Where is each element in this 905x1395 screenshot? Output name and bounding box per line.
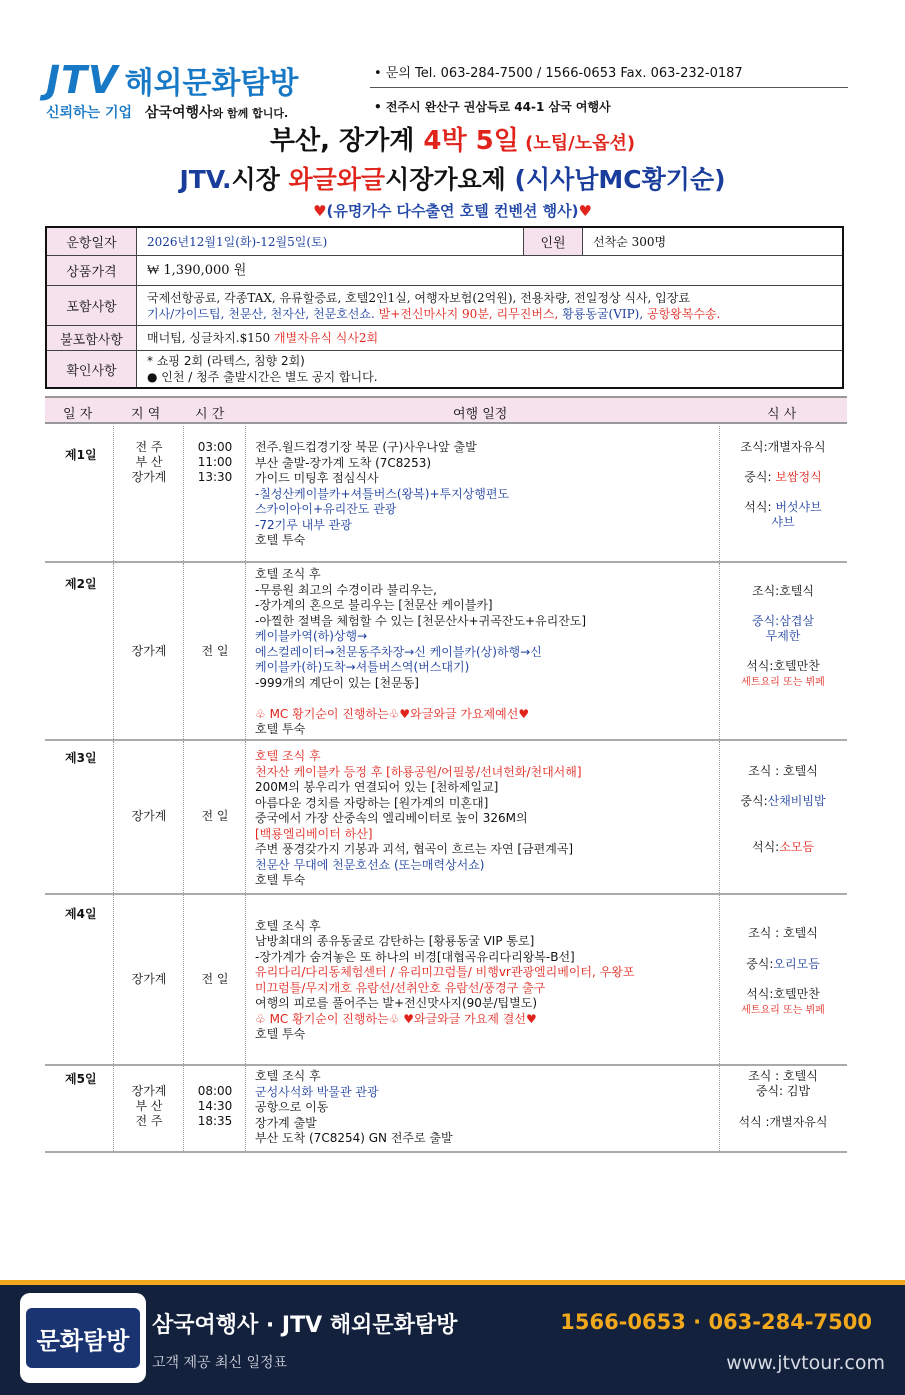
itinerary-line: -아찔한 절벽을 체험할 수 있는 [천문산사+귀곡잔도+유리잔도] — [255, 613, 587, 628]
itinerary-line: 호텔 조식 후 — [255, 749, 321, 763]
header-plan: 여행 일정 — [453, 407, 508, 422]
time-value: 18:35 — [197, 1114, 233, 1128]
day-row-5 — [45, 1066, 847, 1153]
meal-dinner-note: 세트요리 또는 뷔페 — [741, 1005, 825, 1016]
address: • 전주시 완산구 권삼득로 44-1 삼국 여행사 — [374, 100, 611, 114]
period-label: 운항일자 — [47, 228, 137, 255]
day-details — [255, 749, 582, 889]
meal-breakfast: 조식:호텔식 — [751, 584, 814, 598]
day-label: 제2일 — [65, 577, 97, 591]
footer-badge — [20, 1293, 146, 1383]
day-label: 제4일 — [65, 907, 97, 921]
itinerary-line: 전주.월드컵경기장 북문 (구)사우나앞 출발 — [255, 440, 477, 454]
itinerary-line: 호텔 투숙 — [255, 1027, 306, 1041]
event-title-market: 시장 — [231, 165, 289, 194]
day-row-1 — [45, 426, 847, 563]
price-value: ₩ 1,390,000 원 — [147, 262, 247, 278]
itinerary-line: [백룡엘리베이터 하산] — [255, 826, 373, 841]
confirm-value — [137, 351, 842, 387]
footer-subtitle: 고객 제공 최신 일정표 — [152, 1355, 288, 1371]
itinerary-line: 천문산 무대에 천문호선쇼 (또는매력상서쇼) — [255, 857, 485, 872]
logo-name: 해외문화탐방 — [124, 66, 299, 101]
event-subtitle-text: (유명가수 다수출연 호텔 컨벤션 행사) — [326, 202, 579, 220]
itinerary-line: 에스컬레이터→천문동주차장→신 케이블카(상)하행→신 — [255, 644, 542, 659]
include-line-1: 국제선항공료, 각종TAX, 유류할증료, 호텔2인1실, 여행자보험(2억원), 전용차량, 전일정상 식사, 입장료 — [147, 290, 690, 305]
day-region — [117, 440, 181, 485]
company-logo — [46, 58, 298, 102]
itinerary-line: -999개의 계단이 있는 [천문동] — [255, 675, 419, 690]
meal-lunch — [721, 614, 845, 644]
itinerary-line: 케이블카(하)도착→셔틀버스역(버스대기) — [255, 660, 470, 674]
day-region — [117, 644, 181, 659]
event-title-jtv: JTV. — [179, 165, 232, 194]
region-name: 전 주 — [135, 440, 163, 454]
meal-dinner-menu-cont: 샤브 — [771, 515, 795, 529]
day-meals — [721, 1066, 845, 1153]
time-value: 11:00 — [197, 455, 233, 469]
day-row-4 — [45, 895, 847, 1066]
day-region — [117, 972, 181, 987]
day-details — [255, 1069, 453, 1147]
meal-lunch-label: 중식: — [744, 470, 776, 484]
confirm-label: 확인사항 — [47, 351, 137, 387]
day-label: 제5일 — [65, 1072, 97, 1086]
confirm-line-1: * 쇼핑 2회 (라텍스, 침향 2회) — [147, 354, 305, 368]
itinerary-line: 호텔 투숙 — [255, 533, 306, 547]
region-name: 장가계 — [131, 809, 167, 823]
itinerary-line: 공항으로 이동 — [255, 1100, 329, 1114]
itinerary-line: 호텔 조식 후 — [255, 1069, 321, 1083]
heart-icon: ♥ — [578, 202, 592, 220]
logo-jtv: JTV — [46, 58, 119, 102]
itinerary-line: -72기루 내부 관광 — [255, 517, 352, 532]
meal-lunch — [721, 470, 845, 485]
day-times — [185, 440, 245, 485]
meal-breakfast: 조식 : 호텔식 — [748, 1069, 818, 1083]
itinerary-line: 천자산 케이블카 등정 후 [하룡공원/어필봉/선녀헌화/천대서해] — [255, 764, 582, 779]
itinerary-line: 부산 출발-장가계 도착 (7C8253) — [255, 455, 432, 470]
itinerary-line: 남방최대의 종유동굴로 감탄하는 [황룡동굴 VIP 통로] — [255, 934, 535, 948]
day-times — [185, 644, 245, 659]
slogan-suffix: 와 함께 합니다. — [212, 107, 289, 120]
meal-dinner-label: 석식: — [744, 500, 776, 514]
schedule-header — [45, 396, 847, 424]
footer-phone: 1566-0653 · 063-284-7500 — [560, 1310, 872, 1334]
itinerary-line: -무릉원 최고의 수경이라 불리우는, — [255, 582, 437, 597]
itinerary-line: 장가계 출발 — [255, 1115, 317, 1130]
include-guide: 기사/가이드팁, 천문산, 천자산, 천문호선쇼. — [147, 306, 375, 321]
heart-icon: ♥ — [313, 202, 327, 220]
meal-lunch-menu: 보쌈정식 — [775, 470, 822, 484]
region-name: 부 산 — [135, 1099, 163, 1113]
info-row-price — [47, 256, 842, 286]
meal-breakfast: 조식 : 호텔식 — [748, 764, 818, 778]
itinerary-line: 미끄럼틀/무지개호 유람선/선취안호 유람선/풍경구 출구 — [255, 980, 546, 995]
price-label: 상품가격 — [47, 256, 137, 285]
meal-dinner-label: 석식: — [751, 840, 780, 854]
itinerary-line: 여행의 피로를 풀어주는 발+전신맛사지(90분/팁별도) — [255, 996, 538, 1010]
itinerary-line: 호텔 조식 후 — [255, 567, 321, 581]
day-label: 제3일 — [65, 751, 97, 765]
event-title — [0, 160, 905, 196]
event-title-highlight: 와글와글 — [288, 165, 386, 194]
include-cave: 황룡동굴(VIP), — [562, 306, 647, 321]
time-value: 03:00 — [197, 440, 233, 454]
day-times — [185, 1084, 245, 1129]
meal-lunch-menu: 산채비빔밥 — [767, 794, 826, 808]
event-title-festival: 시장가요제 — [385, 165, 515, 194]
day-times — [185, 809, 245, 824]
header-region: 지 역 — [131, 407, 161, 422]
slogan — [46, 102, 288, 122]
meal-lunch — [721, 794, 845, 809]
itinerary-line: 200M의 봉우리가 연결되어 있는 [천하제일교] — [255, 780, 499, 794]
day-details — [255, 440, 509, 549]
day-region — [117, 809, 181, 824]
day-details — [255, 903, 634, 1043]
meal-lunch-menu: 오리모듬 — [773, 957, 820, 971]
meal-dinner — [721, 987, 845, 1018]
info-row-exclude — [47, 326, 842, 351]
header-meal: 식 사 — [767, 407, 797, 422]
people-label: 인원 — [523, 228, 583, 255]
meal-dinner — [721, 500, 845, 530]
tour-title — [0, 120, 905, 157]
time-value: 전 일 — [201, 809, 229, 823]
itinerary-line: 중국에서 가장 산중속의 엘리베이터로 높이 326M의 — [255, 811, 528, 825]
meal-dinner: 석식 :개별자유식 — [738, 1115, 828, 1129]
meal-lunch — [721, 957, 845, 972]
day-region — [117, 1084, 181, 1129]
itinerary-line: 유리다리/다리동체험센터 / 유리미끄럼틀/ 비행vr관광엘리베이터, 우왕포 — [255, 965, 635, 979]
slogan-text: 신뢰하는 기업 — [46, 105, 133, 121]
info-row-period — [47, 228, 842, 256]
itinerary-line: 가이드 미팅후 점심식사 — [255, 471, 379, 485]
itinerary-line: ♧ MC 황기순이 진행하는♧♥와글와글 가요제예선♥ — [255, 706, 530, 721]
header-time: 시 간 — [195, 407, 225, 422]
meal-dinner-menu: 버섯샤브 — [775, 500, 822, 514]
footer-badge-text: 문화탐방 — [26, 1308, 140, 1368]
meal-breakfast: 조식:개별자유식 — [740, 440, 826, 454]
itinerary-line — [255, 903, 634, 919]
meal-lunch-label: 중식: — [746, 957, 774, 971]
day-label: 제1일 — [65, 448, 97, 462]
itinerary-line: ♧ MC 황기순이 진행하는♧ ♥와글와글 가요제 결선♥ — [255, 1011, 537, 1026]
tour-info-table — [45, 226, 844, 389]
time-value: 08:00 — [197, 1084, 233, 1098]
itinerary-line: -장가계의 혼으로 불리우는 [천문산 케이블카] — [255, 598, 493, 612]
day-details — [255, 567, 586, 738]
meal-dinner-menu: 소모듬 — [779, 840, 814, 854]
event-title-mc: (시사남MC황기순) — [514, 165, 726, 194]
itinerary-line: 호텔 조식 후 — [255, 918, 321, 933]
region-name: 장가계 — [131, 470, 167, 484]
include-line-2 — [147, 306, 832, 322]
include-value — [137, 286, 842, 325]
meal-lunch: 중식: 김밥 — [755, 1084, 811, 1098]
day-meals — [721, 741, 845, 895]
info-row-confirm — [47, 351, 842, 387]
time-value: 전 일 — [201, 644, 229, 658]
exclude-meals: 개별자유식 식사2회 — [273, 331, 379, 345]
meal-dinner — [721, 840, 845, 855]
region-name: 장가계 — [131, 972, 167, 986]
region-name: 부 산 — [135, 455, 163, 469]
period-value: 2026년12월1일(화)-12월5일(토) — [147, 234, 328, 249]
exclude-value — [137, 326, 842, 350]
itinerary-line: 호텔 투숙 — [255, 722, 306, 736]
contact-divider — [370, 87, 848, 88]
include-shuttle: 공항왕복수송. — [646, 306, 721, 321]
region-name: 전 주 — [135, 1114, 163, 1128]
meal-dinner-label: 석식:호텔만찬 — [746, 987, 820, 1001]
exclude-text: 매너팁, 싱글차지.$150 — [147, 331, 274, 345]
itinerary-line: -칠성산케이블카+셔틀버스(왕복)+투지상행편도 — [255, 486, 510, 501]
day-meals — [721, 426, 845, 563]
slogan-company: 삼국여행사 — [144, 105, 213, 121]
header-day: 일 자 — [63, 407, 93, 422]
itinerary-line: -장가계가 숨겨놓은 또 하나의 비경[대협곡유리다리왕복-B선] — [255, 949, 575, 964]
exclude-label: 불포함사항 — [47, 326, 137, 350]
time-value: 전 일 — [201, 972, 229, 986]
meal-lunch-menu: 무제한 — [765, 629, 801, 643]
footer-company: 삼국여행사 · JTV 해외문화탐방 — [152, 1313, 458, 1338]
day-meals — [721, 895, 845, 1066]
footer-bar — [0, 1280, 905, 1395]
meal-dinner — [721, 659, 845, 690]
day-times — [185, 972, 245, 987]
itinerary-line — [255, 691, 586, 707]
day-row-3 — [45, 741, 847, 895]
meal-dinner-label: 석식:호텔만찬 — [746, 659, 820, 673]
itinerary-line: 케이블카역(하)상행→ — [255, 629, 368, 643]
footer-url[interactable]: www.jtvtour.com — [726, 1352, 885, 1374]
meal-breakfast: 조식 : 호텔식 — [748, 926, 818, 940]
itinerary-line: 주변 풍경갖가지 기봉과 괴석, 협곡이 흐르는 자연 [금편계곡] — [255, 842, 574, 856]
itinerary-line: 부산 도착 (7C8254) GN 전주로 출발 — [255, 1131, 453, 1145]
itinerary-line: 호텔 투숙 — [255, 873, 306, 887]
info-row-include — [47, 286, 842, 326]
people-value: 선착순 300명 — [593, 234, 667, 249]
region-name: 장가계 — [131, 1084, 167, 1098]
include-label: 포함사항 — [47, 286, 137, 325]
contact-info: • 문의 Tel. 063-284-7500 / 1566-0653 Fax. 063-232-0187 — [374, 66, 743, 81]
day-meals — [721, 563, 845, 741]
confirm-line-2: ● 인천 / 청주 출발시간은 별도 공지 합니다. — [147, 370, 378, 384]
meal-lunch-label: 중식: — [740, 794, 768, 808]
itinerary-line: 군성사석화 박물관 관광 — [255, 1084, 379, 1099]
meal-dinner-note: 세트요리 또는 뷔페 — [741, 677, 825, 688]
tour-title-duration: 4박 5일 — [423, 126, 519, 156]
include-massage: 발+전신마사지 90분, 리무진버스, — [374, 306, 563, 321]
event-subtitle — [0, 200, 905, 221]
meal-lunch-label: 중식:삼겹살 — [751, 614, 814, 628]
tour-title-destination: 부산, 장가계 — [269, 126, 424, 156]
region-name: 장가계 — [131, 644, 167, 658]
itinerary-line: 아름다운 경치를 자랑하는 [원가계의 미혼대] — [255, 795, 489, 810]
day-row-2 — [45, 563, 847, 741]
tour-title-note: (노팁/노옵션) — [518, 133, 636, 154]
itinerary-line: 스카이아이+유리잔도 관광 — [255, 502, 397, 516]
time-value: 13:30 — [197, 470, 233, 484]
footer-stripe — [0, 1280, 905, 1285]
time-value: 14:30 — [197, 1099, 233, 1113]
